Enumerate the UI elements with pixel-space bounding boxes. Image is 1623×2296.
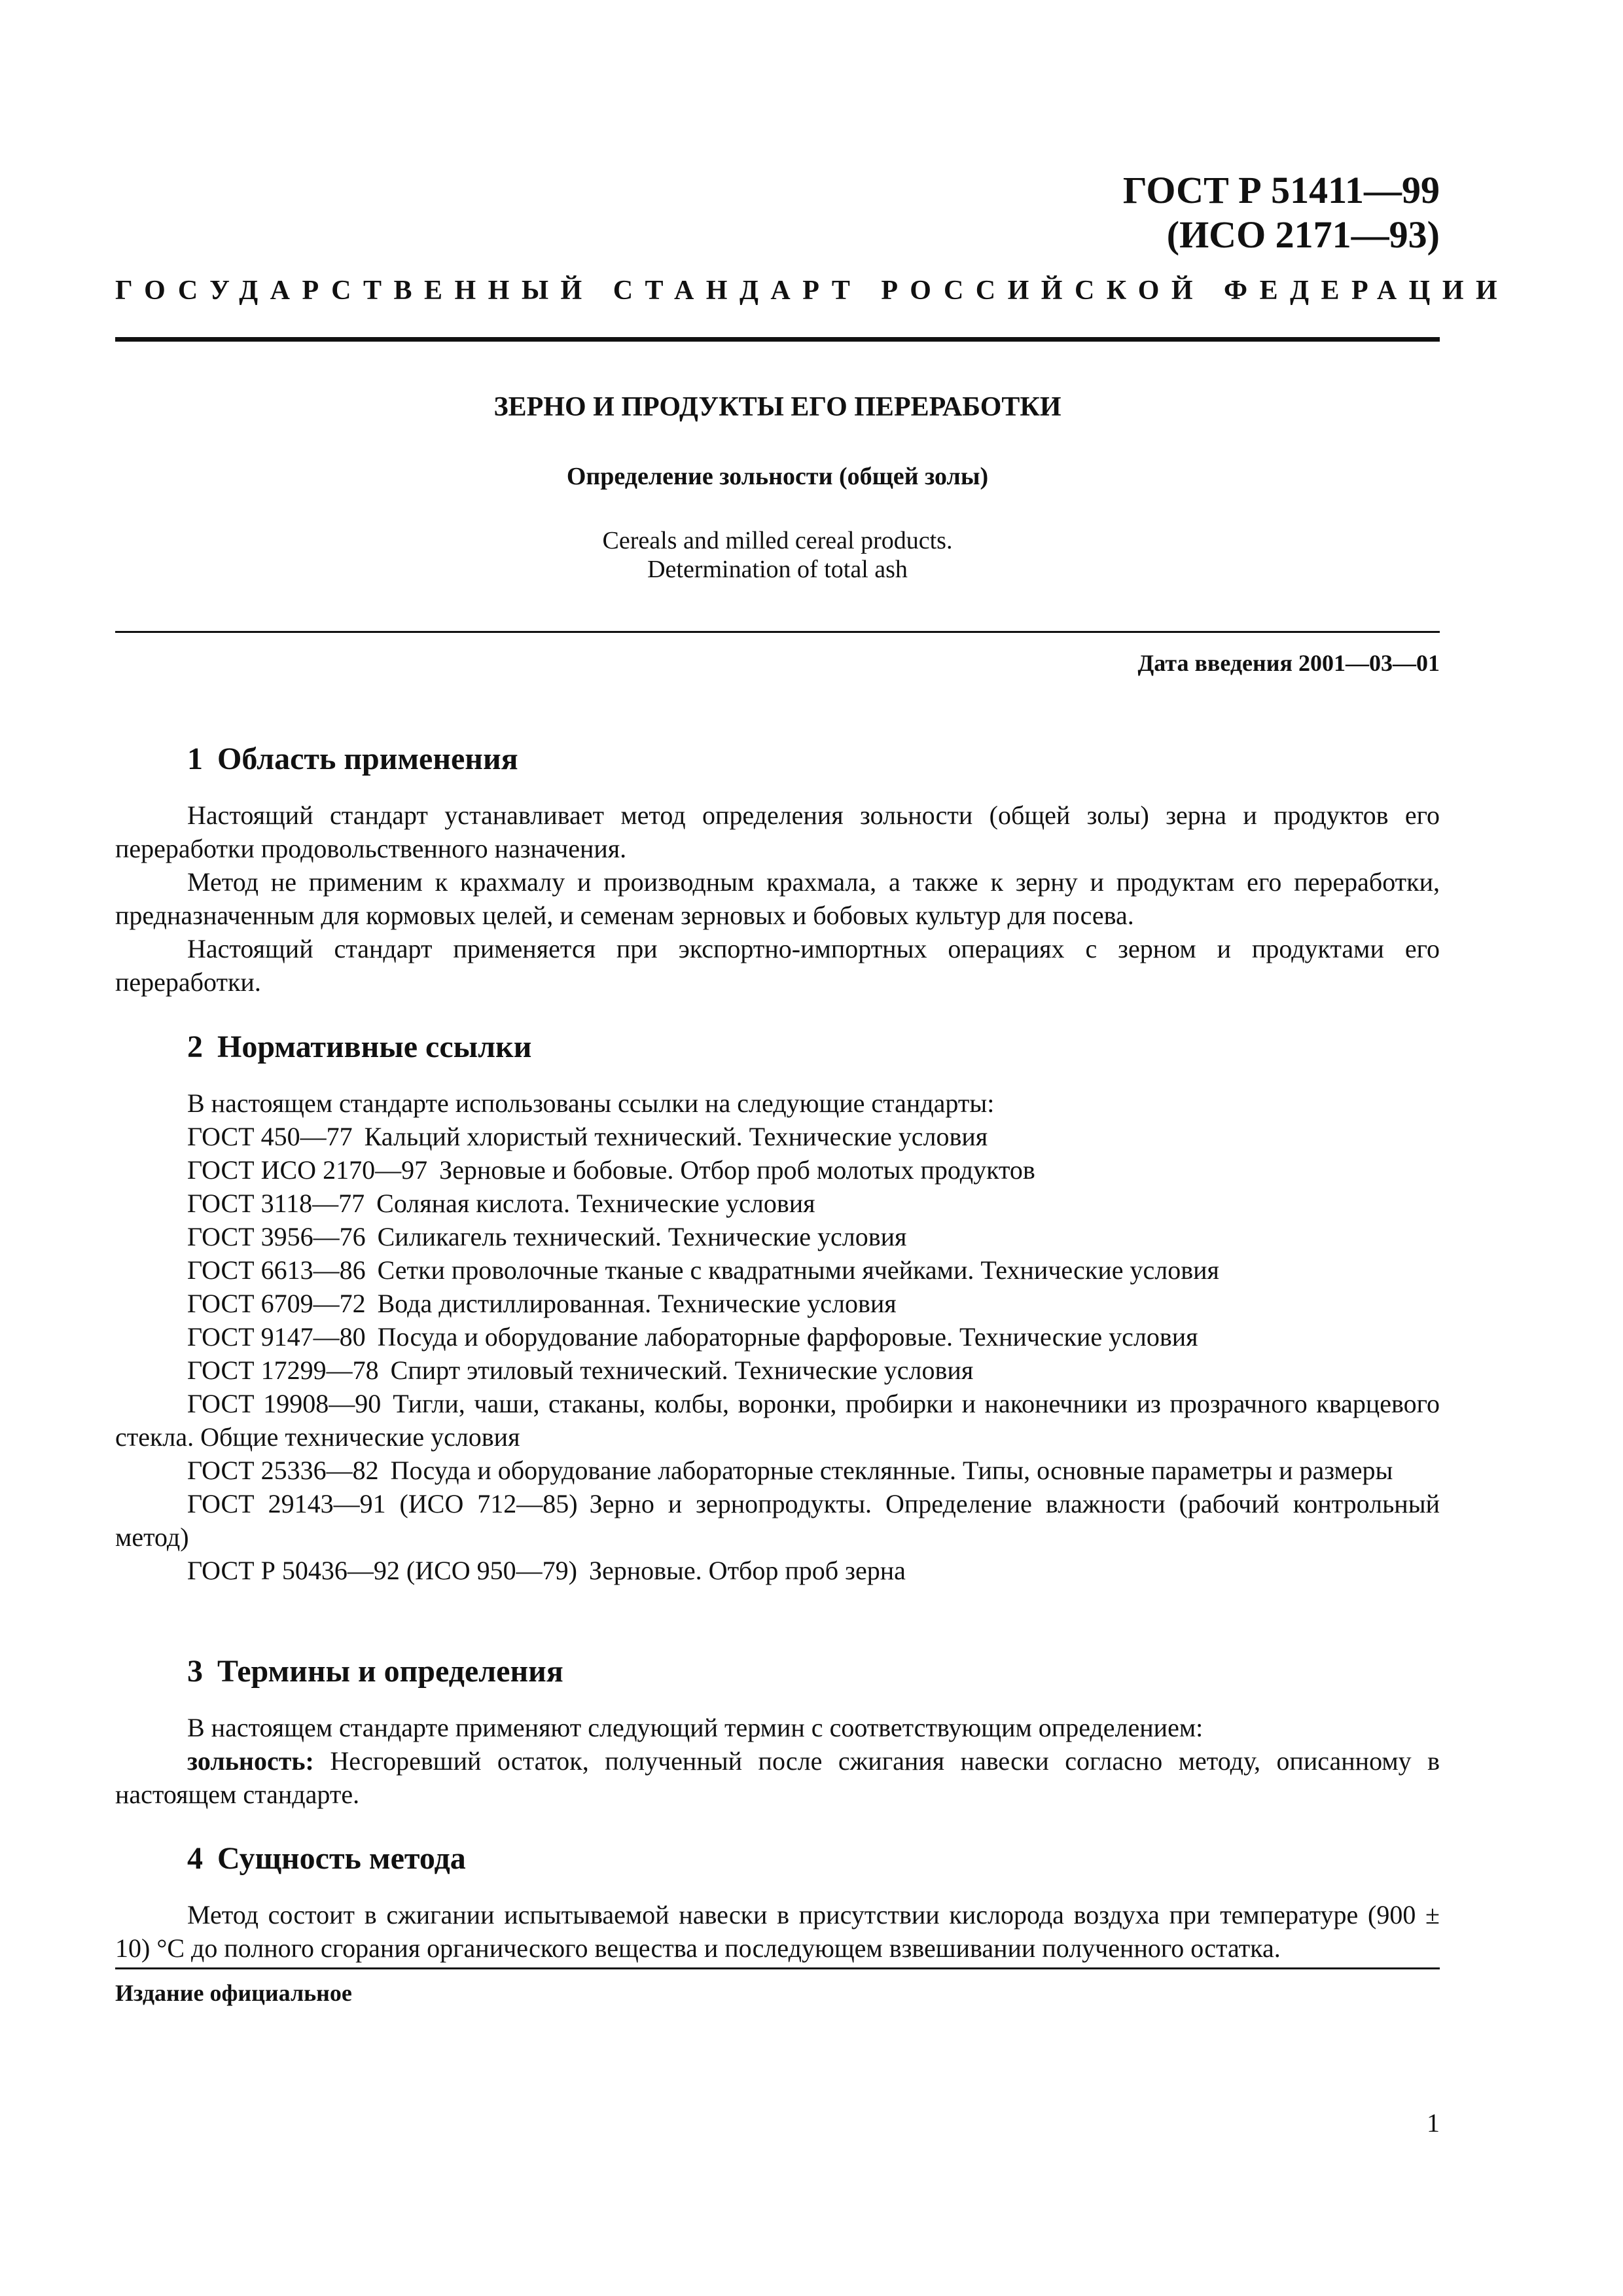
reference-text: Зерновые. Отбор проб зерна <box>588 1556 906 1585</box>
reference-code: ГОСТ 6613—86 <box>187 1255 366 1285</box>
reference-text: Зерновые и бобовые. Отбор проб молотых продуктов <box>439 1155 1035 1185</box>
page-number: 1 <box>1427 2108 1440 2138</box>
reference-item <box>115 1320 1440 1354</box>
section-number: 3 <box>187 1654 203 1689</box>
english-title-line2: Determination of total ash <box>647 556 908 583</box>
paragraph: В настоящем стандарте использованы ссылки на следующие стандарты: <box>187 1088 995 1118</box>
iso-code-line2: (ИСО 2171—93) <box>1166 213 1440 256</box>
section-heading <box>115 740 1440 779</box>
reference-code: ГОСТ 25336—82 <box>187 1456 379 1485</box>
paragraph: Метод не применим к крахмалу и производным крахмала, а также к зерну и продуктам его переработки, предназначенным для кормовых целей, и семенам зерновых и бобовых культур для посева. <box>115 867 1440 930</box>
reference-text: Зерно и зернопродукты. Определение влажности (рабочий контрольный метод) <box>115 1489 1440 1552</box>
term-definition: Несгоревший остаток, полученный после сжигания навески согласно методу, описанному в настоящем стандарте. <box>115 1746 1440 1809</box>
section-heading <box>115 1839 1440 1878</box>
paragraph: В настоящем стандарте применяют следующий термин с соответствующим определением: <box>187 1713 1204 1742</box>
reference-code: ГОСТ 6709—72 <box>187 1289 366 1318</box>
section-title: Термины и определения <box>217 1654 563 1689</box>
reference-code: ГОСТ Р 50436—92 (ИСО 950—79) <box>187 1556 577 1585</box>
section-number: 4 <box>187 1841 203 1876</box>
reference-item <box>115 1487 1440 1554</box>
english-title-line1: Cereals and milled cereal products. <box>602 527 953 554</box>
reference-item <box>115 1187 1440 1220</box>
introduction-date: Дата введения 2001—03—01 <box>1137 650 1440 676</box>
section-heading <box>115 1652 1440 1691</box>
reference-text: Спирт этиловый технический. Технические условия <box>390 1355 974 1385</box>
paragraph: Метод состоит в сжигании испытываемой навески в присутствии кислорода воздуха при температуре (900 ± 10) °С до полного сгорания органического вещества и последующем взвешивании полученного остатка. <box>115 1900 1440 1963</box>
reference-code: ГОСТ 19908—90 <box>187 1389 382 1418</box>
reference-code: ГОСТ 450—77 <box>187 1122 353 1151</box>
section-normative-references <box>115 1028 1440 1587</box>
section-title: Нормативные ссылки <box>217 1030 532 1064</box>
document-title: ЗЕРНО И ПРОДУКТЫ ЕГО ПЕРЕРАБОТКИ <box>493 392 1061 422</box>
reference-text: Посуда и оборудование лабораторные стеклянные. Типы, основные параметры и размеры <box>390 1456 1393 1485</box>
official-edition-label: Издание официальное <box>115 1980 352 2006</box>
header-rule <box>115 337 1440 342</box>
paragraph: Настоящий стандарт применяется при экспортно-импортных операциях с зерном и продуктами его переработки. <box>115 934 1440 997</box>
reference-item <box>115 1387 1440 1454</box>
section-number: 2 <box>187 1030 203 1064</box>
reference-item <box>115 1287 1440 1320</box>
reference-item <box>115 1153 1440 1187</box>
definition-paragraph <box>115 1744 1440 1811</box>
reference-text: Соляная кислота. Технические условия <box>376 1189 815 1218</box>
section-title: Сущность метода <box>217 1841 466 1876</box>
reference-code: ГОСТ 3118—77 <box>187 1189 365 1218</box>
paragraph: Настоящий стандарт устанавливает метод определения зольности (общей золы) зерна и продуктов его переработки продовольственного назначения. <box>115 800 1440 863</box>
term: зольность: <box>187 1746 314 1776</box>
reference-text: Вода дистиллированная. Технические условия <box>377 1289 897 1318</box>
reference-code: ГОСТ 3956—76 <box>187 1222 366 1251</box>
reference-text: Тигли, чаши, стаканы, колбы, воронки, пробирки и наконечники из прозрачного кварцевого стекла. Общие технические условия <box>115 1389 1440 1452</box>
footer-rule <box>115 1967 1440 1969</box>
reference-item <box>115 1354 1440 1387</box>
reference-code: ГОСТ 17299—78 <box>187 1355 379 1385</box>
section-title: Область применения <box>217 742 518 776</box>
section-terms-definitions <box>115 1652 1440 1811</box>
reference-text: Посуда и оборудование лабораторные фарфоровые. Технические условия <box>377 1322 1198 1352</box>
reference-code: ГОСТ 9147—80 <box>187 1322 366 1352</box>
document-subtitle: Определение зольности (общей золы) <box>566 463 989 490</box>
reference-code: ГОСТ ИСО 2170—97 <box>187 1155 428 1185</box>
section-heading <box>115 1028 1440 1067</box>
reference-code: ГОСТ 29143—91 (ИСО 712—85) <box>187 1489 578 1518</box>
reference-item <box>115 1120 1440 1153</box>
section-number: 1 <box>187 742 203 776</box>
english-title <box>115 526 1440 584</box>
reference-item <box>115 1554 1440 1587</box>
reference-text: Кальций хлористый технический. Технические условия <box>364 1122 988 1151</box>
state-standard-heading: ГОСУДАРСТВЕННЫЙ СТАНДАРТ РОССИЙСКОЙ ФЕДЕРАЦИИ <box>115 276 1510 306</box>
reference-item <box>115 1220 1440 1253</box>
gost-code-line1: ГОСТ Р 51411—99 <box>1122 169 1440 211</box>
reference-item <box>115 1253 1440 1287</box>
reference-text: Сетки проволочные тканые с квадратными ячейками. Технические условия <box>377 1255 1219 1285</box>
reference-item <box>115 1454 1440 1487</box>
section-scope <box>115 740 1440 999</box>
reference-text: Силикагель технический. Технические условия <box>377 1222 907 1251</box>
title-rule <box>115 631 1440 633</box>
section-method-principle <box>115 1839 1440 1965</box>
